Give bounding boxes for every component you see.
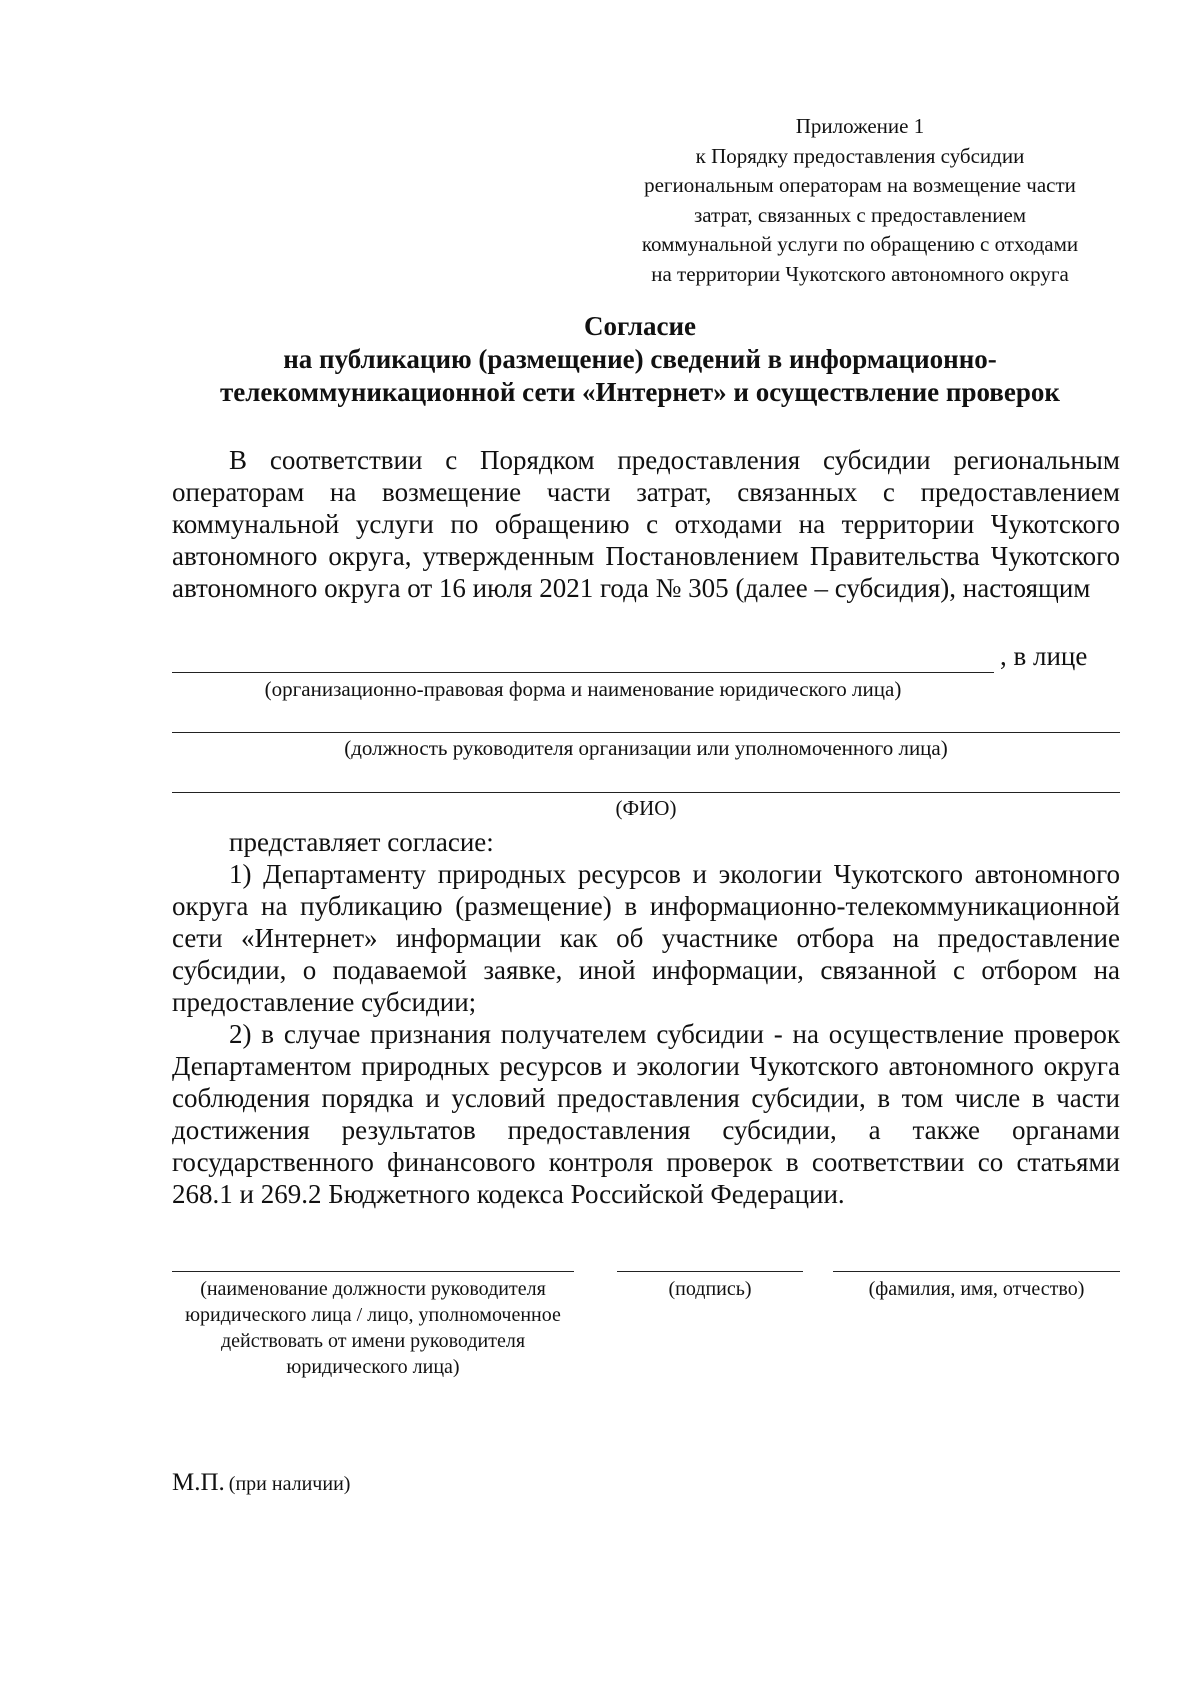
signature-position-line[interactable] (172, 1271, 574, 1272)
document-title (160, 310, 1120, 409)
position-field-line[interactable] (172, 732, 1120, 733)
signature-name-caption: (фамилия, имя, отчество) (868, 1278, 1085, 1300)
org-name-caption: (организационно-правовая форма и наименование юридического лица) (264, 677, 902, 701)
signature-caption: (подпись) (668, 1278, 752, 1300)
title-line: телекоммуникационной сети «Интернет» и осуществление проверок (220, 377, 1060, 407)
fio-field-line[interactable] (172, 792, 1120, 793)
stamp-place (172, 1468, 350, 1501)
fio-caption: (ФИО) (615, 796, 677, 820)
appendix-line: к Порядку предоставления субсидии (695, 143, 1025, 168)
stamp-note: (при наличии) (228, 1473, 351, 1495)
signature-line[interactable] (617, 1271, 803, 1272)
org-name-field-line[interactable] (172, 672, 994, 673)
appendix-line: Приложение 1 (795, 114, 925, 138)
signature-name-line[interactable] (833, 1271, 1120, 1272)
title-line: Согласие (583, 311, 697, 341)
appendix-line: затрат, связанных с предоставлением (693, 202, 1027, 227)
appendix-header (600, 112, 1120, 289)
intro-paragraph: В соответствии с Порядком предоставления субсидии региональным операторам на возмещение части затрат, связанных с предоставлением коммунальной услуги по обращению с отходами на территории Чукотского автономного округа, утвержденным Постановлением Правительства Чукотского автономного округа от 16 июля 2021 года № 305 (далее – субсидия), настоящим (172, 445, 1120, 603)
consent-item-2: 2) в случае признания получателем субсидии - на осуществление проверок Департаментом природных ресурсов и экологии Чукотского автономного округа соблюдения порядка и условий предоставления субсидии, в том числе в части достижения результатов предоставления субсидии, а также органами государственного финансового контроля проверок в соответствии со статьями 268.1 и 269.2 Бюджетного кодекса Российской Федерации. (172, 1019, 1120, 1209)
position-caption: (должность руководителя организации или уполномоченного лица) (344, 736, 948, 760)
appendix-line: региональным операторам на возмещение части (644, 173, 1076, 197)
consent-lead: представляет согласие: (229, 827, 494, 857)
appendix-line: коммунальной услуги по обращению с отходами (641, 232, 1079, 256)
appendix-line: на территории Чукотского автономного округа (651, 261, 1069, 286)
signature-position-caption: (наименование должности руководителя юридического лица / лицо, уполномоченное действовать от имени руководителя юридического лица) (185, 1278, 561, 1378)
consent-item-1: 1) Департаменту природных ресурсов и экологии Чукотского автономного округа на публикацию (размещение) в информационно-телекоммуникационной сети «Интернет» информации как об участнике отбора на предоставление субсидии, о подаваемой заявке, иной информации, связанной с отбором на предоставление субсидии; (172, 859, 1120, 1017)
in-person-text: , в лице (1000, 641, 1088, 671)
stamp-label: М.П. (172, 1469, 225, 1496)
title-line: на публикацию (размещение) сведений в информационно- (283, 344, 997, 374)
